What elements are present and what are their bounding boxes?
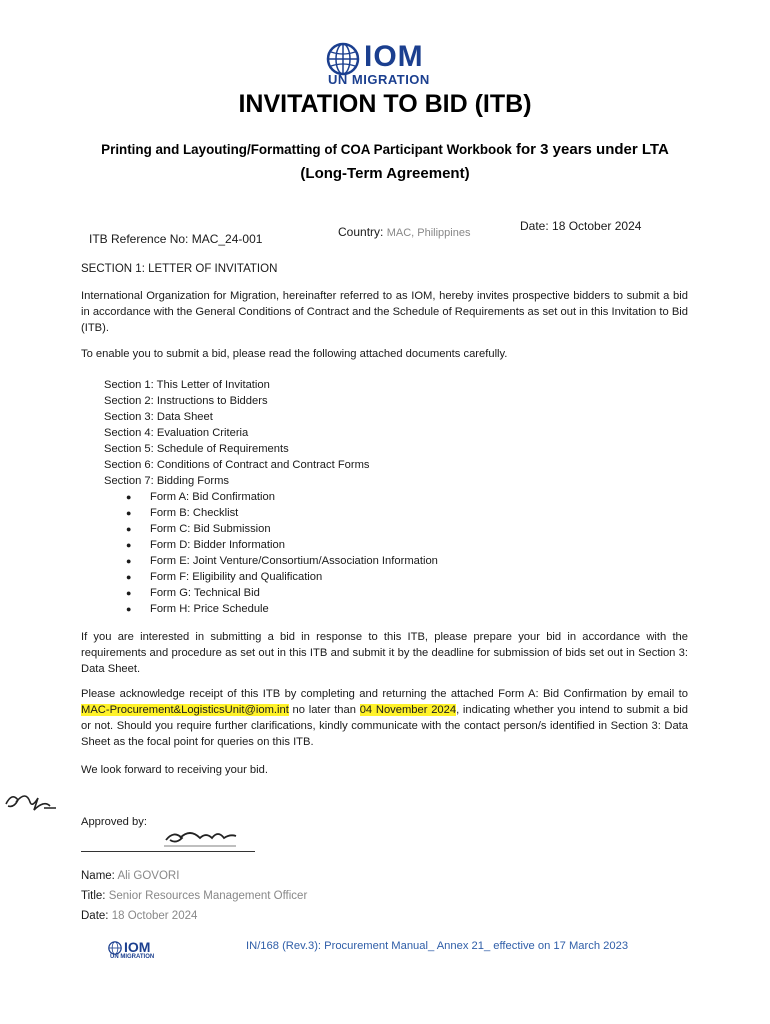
bullet-icon: ● (126, 492, 132, 502)
subtitle-line-2: (Long-Term Agreement) (300, 165, 470, 182)
footer-logo-subtext: UN MIGRATION (110, 954, 155, 960)
list-item: Section 7: Bidding Forms (104, 475, 229, 487)
bullet-icon: ● (126, 556, 132, 566)
logo-subtext: UN MIGRATION (328, 72, 430, 87)
email-link[interactable]: MAC-Procurement&LogisticsUnit@iom.int (81, 704, 289, 716)
logo-text: IOM (364, 40, 424, 73)
approver-title: Title: Senior Resources Management Officer (81, 890, 308, 902)
forms-list (126, 489, 438, 617)
list-item: Section 4: Evaluation Criteria (104, 427, 249, 439)
bullet-icon: ● (126, 572, 132, 582)
iom-logo (326, 42, 446, 88)
paragraph-closing: We look forward to receiving your bid. (81, 764, 268, 776)
approved-label: Approved by: (81, 816, 147, 828)
subtitle-part-a: Printing and Layouting/Formatting of COA Participant Workbook (101, 142, 512, 157)
initials-signature (4, 786, 60, 816)
section-list (104, 377, 370, 489)
bullet-icon: ● (126, 524, 132, 534)
list-item: Section 5: Schedule of Requirements (104, 443, 289, 455)
paragraph-acknowledge: Please acknowledge receipt of this ITB by completing and returning the attached Form A: Bid Confirmation by email to MAC-Procurement&LogisticsUnit@iom.int no later than 04 November 2024, indicating whether you intend to submit a bid or not. Should you require further clarifications, kindly communicate with the contact person/s identified in Section 3: Data Sheet as the focal point for queries on this ITB. (81, 688, 688, 748)
document-title: INVITATION TO BID (ITB) (238, 90, 532, 118)
country-label: Country: (338, 225, 384, 239)
bullet-icon: ● (126, 604, 132, 614)
approval-date: Date: 18 October 2024 (81, 910, 198, 922)
approver-name: Name: Ali GOVORI (81, 870, 180, 882)
list-item: Section 6: Conditions of Contract and Contract Forms (104, 459, 370, 471)
form-item: ● Form F: Eligibility and Qualification (126, 571, 323, 583)
section-heading: SECTION 1: LETTER OF INVITATION (81, 263, 278, 275)
footer-logo (108, 940, 168, 962)
form-item: ● Form C: Bid Submission (126, 523, 271, 535)
paragraph-instructions: To enable you to submit a bid, please read the following attached documents carefully. (81, 348, 508, 360)
approver-signature (160, 826, 240, 852)
form-item: ● Form A: Bid Confirmation (126, 491, 275, 503)
paragraph-intro: International Organization for Migration, hereinafter referred to as IOM, hereby invites prospective bidders to submit a bid in accordance with the General Conditions of Contract and the Schedule of Requirements as set out in this Invitation to Bid (ITB). (81, 290, 688, 334)
itb-reference: ITB Reference No: MAC_24-001 (89, 232, 263, 246)
form-item: ● Form G: Technical Bid (126, 587, 260, 599)
bullet-icon: ● (126, 508, 132, 518)
bullet-icon: ● (126, 588, 132, 598)
country-field (338, 225, 470, 239)
form-item: ● Form E: Joint Venture/Consortium/Association Information (126, 555, 438, 567)
bullet-icon: ● (126, 540, 132, 550)
subtitle-part-b: for 3 years under LTA (511, 141, 669, 158)
globe-icon (108, 941, 122, 955)
footer-reference: IN/168 (Rev.3): Procurement Manual_ Annex 21_ effective on 17 March 2023 (246, 940, 629, 952)
footer-logo-text: IOM (124, 939, 151, 955)
deadline-date: 04 November 2024 (359, 704, 457, 716)
list-item: Section 3: Data Sheet (104, 411, 213, 423)
form-item: ● Form H: Price Schedule (126, 603, 269, 615)
document-date: Date: 18 October 2024 (520, 219, 642, 233)
country-value: MAC, Philippines (386, 227, 471, 239)
form-item: ● Form D: Bidder Information (126, 539, 285, 551)
list-item: Section 2: Instructions to Bidders (104, 395, 268, 407)
paragraph-submission: If you are interested in submitting a bid in response to this ITB, please prepare your bid in accordance with the requirements and procedure as set out in this ITB and submit it by the deadline for submission of bids set out in Section 3: Data Sheet. (81, 631, 688, 675)
list-item: Section 1: This Letter of Invitation (104, 379, 270, 391)
globe-icon (326, 42, 360, 76)
document-subtitle (60, 138, 710, 186)
form-item: ● Form B: Checklist (126, 507, 239, 519)
signature-line (81, 851, 255, 852)
